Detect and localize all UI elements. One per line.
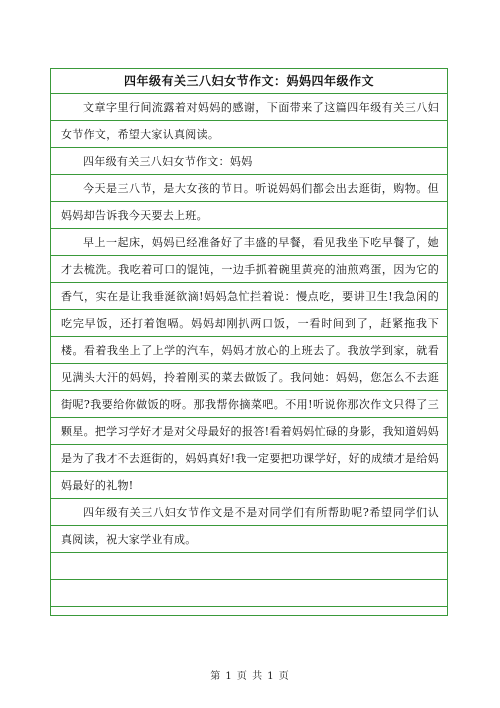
paragraph-closing: 四年级有关三八妇女节作文是不是对同学们有所帮助呢?希望同学们认真阅读，祝大家学业有成。	[61, 506, 439, 546]
document-body	[51, 94, 447, 615]
document-sheet	[50, 68, 448, 616]
paragraph-subtitle: 四年级有关三八妇女节作文：妈妈	[83, 155, 253, 168]
page-number: 第 1 页 共 1 页	[210, 671, 290, 682]
paragraph-intro: 文章字里行间流露着对妈妈的感谢，下面带来了这篇四年级有关三八妇女节作文，希望大家认真阅读。	[61, 101, 439, 141]
paragraph-main: 早上一起床，妈妈已经准备好了丰盛的早餐，看见我坐下吃早餐了，她才去梳洗。我吃着可口的馄饨，一边手抓着碗里黄亮的油煎鸡蛋，因为它的香气，实在是让我垂涎欲滴!妈妈急忙拦着说：慢点吃，要讲卫生!我急闲的吃完早饭，还打着饱嗝。妈妈却刚扒两口饭，一看时间到了，赶紧拖我下楼。看着我坐上了上学的汽车，妈妈才放心的上班去了。我放学到家，就看见满头大汗的妈妈，拎着刚买的菜去做饭了。我问她：妈妈，您怎么不去逛街呢?我要给你做饭的呀。那我帮你摘菜吧。不用!听说你那次作文只得了三颗星。把学习学好才是对父母最好的报答!看着妈妈忙碌的身影，我知道妈妈是为了我才不去逛街的，妈妈真好!我一定要把功课学好，好的成绩才是给妈妈最好的礼物!	[61, 236, 439, 492]
document-title: 四年级有关三八妇女节作文：妈妈四年级作文	[51, 69, 447, 94]
paragraph-opening: 今天是三八节，是大女孩的节日。听说妈妈们都会出去逛街，购物。但妈妈却告诉我今天要去上班。	[61, 182, 439, 222]
